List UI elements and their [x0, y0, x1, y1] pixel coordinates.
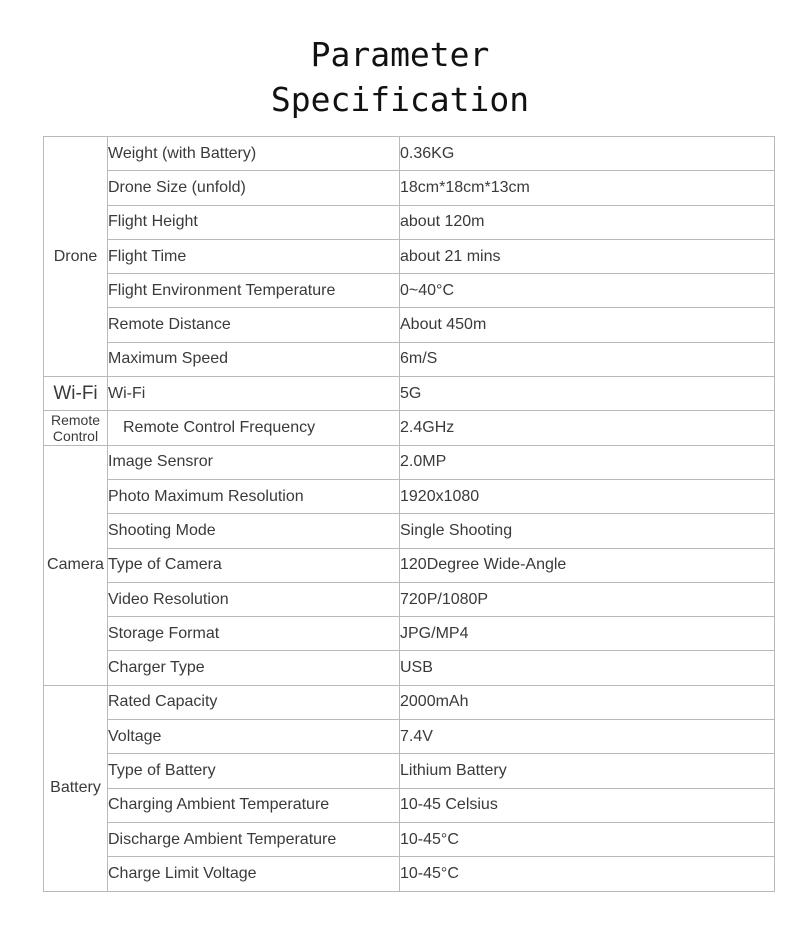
group-drone: Drone — [44, 137, 108, 377]
row-value: about 21 mins — [400, 239, 775, 273]
group-battery: Battery — [44, 685, 108, 891]
row-value: USB — [400, 651, 775, 685]
row-value: 720P/1080P — [400, 582, 775, 616]
row-label: Photo Maximum Resolution — [108, 479, 400, 513]
row-value: about 120m — [400, 205, 775, 239]
table-row — [44, 137, 775, 171]
row-label: Flight Environment Temperature — [108, 274, 400, 308]
row-value: Single Shooting — [400, 514, 775, 548]
table-row — [44, 720, 775, 754]
row-value: About 450m — [400, 308, 775, 342]
title-line-1: Parameter — [310, 35, 490, 74]
table-row — [44, 239, 775, 273]
row-value: 2.4GHz — [400, 411, 775, 445]
row-label: Voltage — [108, 720, 400, 754]
row-label: Weight (with Battery) — [108, 137, 400, 171]
row-label: Discharge Ambient Temperature — [108, 822, 400, 856]
row-value: Lithium Battery — [400, 754, 775, 788]
table-row — [44, 548, 775, 582]
table-row — [44, 377, 775, 411]
row-value: 2.0MP — [400, 445, 775, 479]
row-label: Wi-Fi — [108, 377, 400, 411]
row-value: 2000mAh — [400, 685, 775, 719]
table-row — [44, 617, 775, 651]
row-value: 7.4V — [400, 720, 775, 754]
table-row — [44, 479, 775, 513]
row-label: Storage Format — [108, 617, 400, 651]
table-row — [44, 342, 775, 376]
table-row — [44, 445, 775, 479]
spec-table — [43, 136, 775, 892]
row-value: 1920x1080 — [400, 479, 775, 513]
row-label: Type of Battery — [108, 754, 400, 788]
row-label: Flight Height — [108, 205, 400, 239]
row-value: 5G — [400, 377, 775, 411]
row-value: JPG/MP4 — [400, 617, 775, 651]
table-row — [44, 857, 775, 891]
row-label: Shooting Mode — [108, 514, 400, 548]
table-row — [44, 308, 775, 342]
row-value: 10-45 Celsius — [400, 788, 775, 822]
row-label: Charger Type — [108, 651, 400, 685]
row-value: 0~40°C — [400, 274, 775, 308]
row-label: Charging Ambient Temperature — [108, 788, 400, 822]
row-label: Video Resolution — [108, 582, 400, 616]
row-value: 10-45°C — [400, 857, 775, 891]
row-value: 0.36KG — [400, 137, 775, 171]
table-row — [44, 822, 775, 856]
row-label: Maximum Speed — [108, 342, 400, 376]
row-label: Charge Limit Voltage — [108, 857, 400, 891]
table-row — [44, 582, 775, 616]
row-label: Image Sensror — [108, 445, 400, 479]
table-row — [44, 274, 775, 308]
row-label: Remote Distance — [108, 308, 400, 342]
row-label: Type of Camera — [108, 548, 400, 582]
table-row — [44, 205, 775, 239]
row-label: Rated Capacity — [108, 685, 400, 719]
table-row — [44, 788, 775, 822]
row-label: Drone Size (unfold) — [108, 171, 400, 205]
row-value: 120Degree Wide-Angle — [400, 548, 775, 582]
row-label: Remote Control Frequency — [108, 411, 400, 445]
table-row — [44, 514, 775, 548]
row-value: 10-45°C — [400, 822, 775, 856]
table-row — [44, 411, 775, 445]
row-value: 6m/S — [400, 342, 775, 376]
group-remote-control: Remote Control — [44, 411, 108, 445]
row-value: 18cm*18cm*13cm — [400, 171, 775, 205]
title-line-2: Specification — [270, 80, 530, 119]
table-row — [44, 171, 775, 205]
group-camera: Camera — [44, 445, 108, 685]
group-wifi: Wi-Fi — [44, 377, 108, 411]
table-row — [44, 685, 775, 719]
table-row — [44, 754, 775, 788]
table-row — [44, 651, 775, 685]
row-label: Flight Time — [108, 239, 400, 273]
